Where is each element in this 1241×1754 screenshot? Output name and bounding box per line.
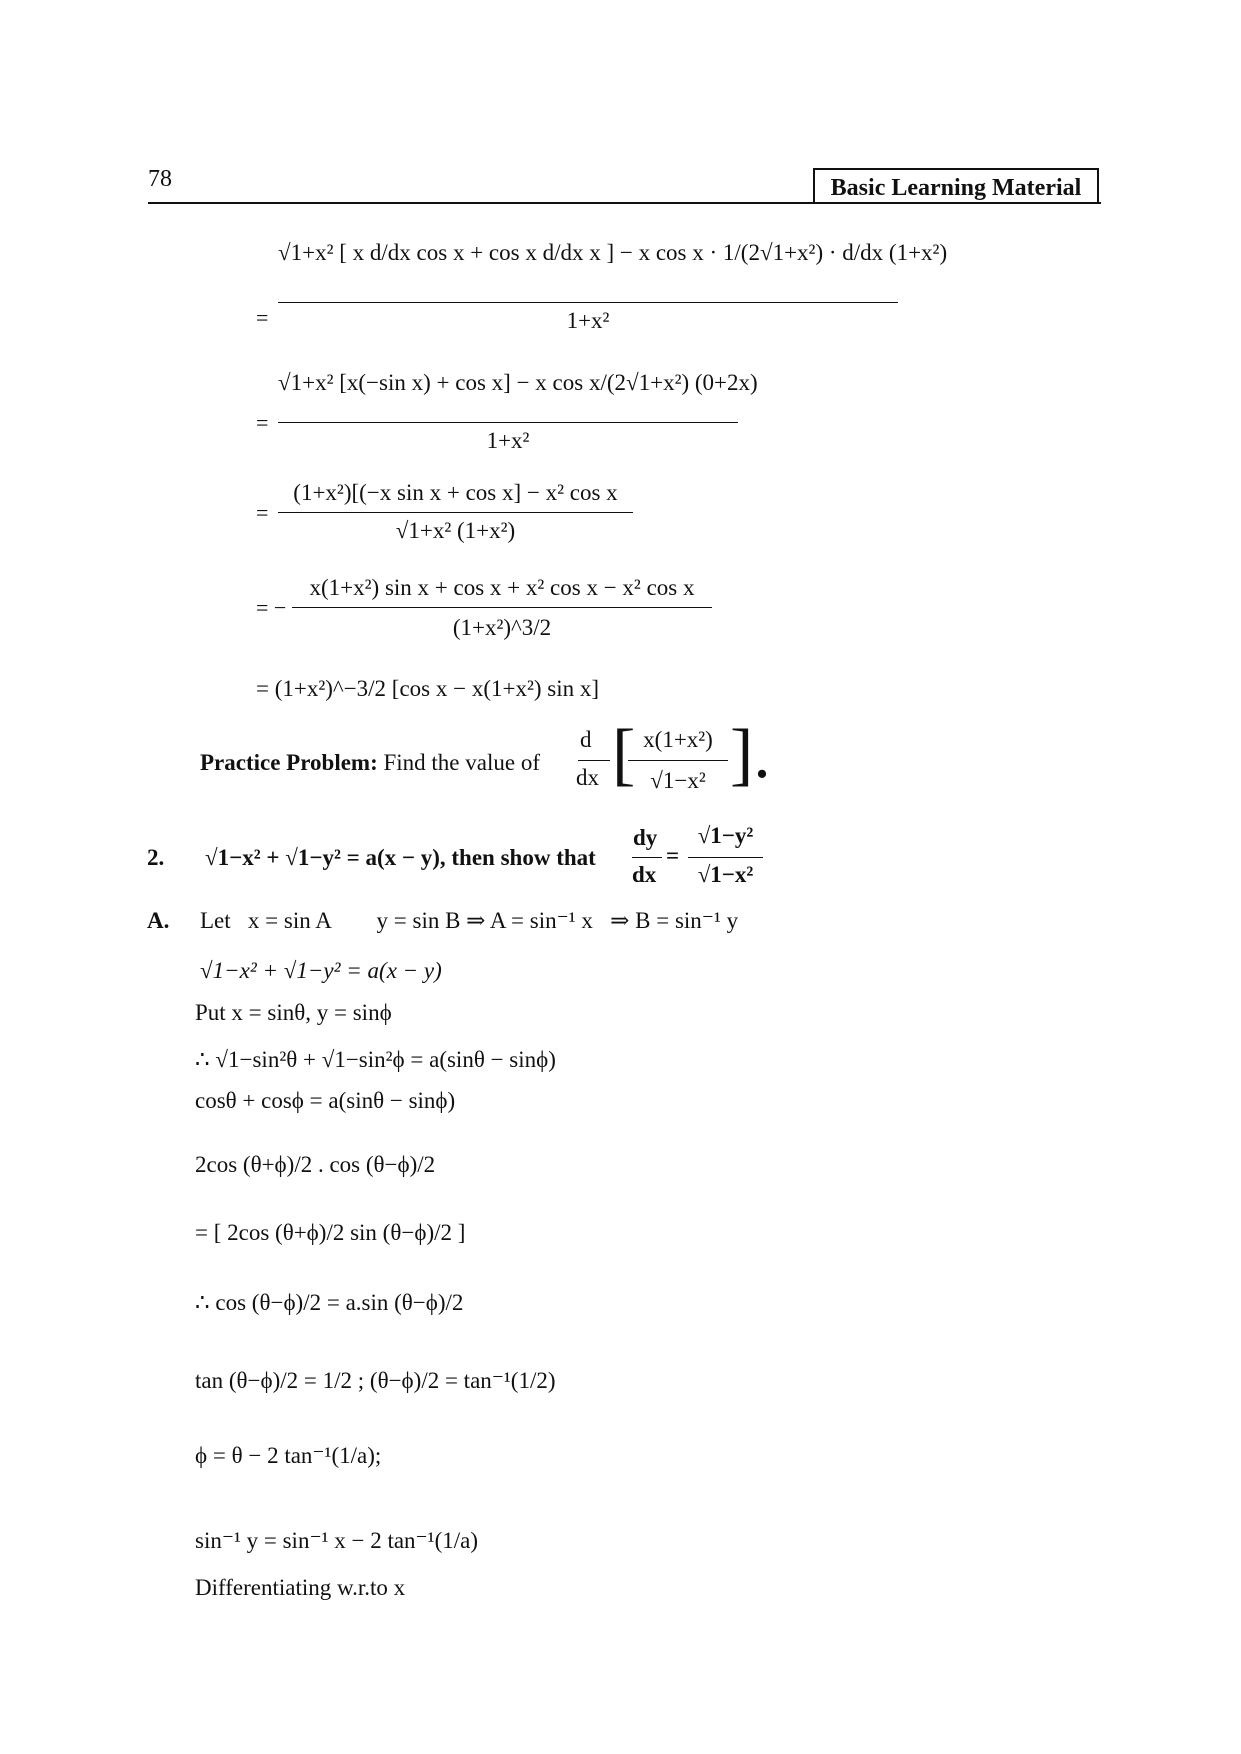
answer-line-8: tan (θ−ϕ)/2 = 1/2 ; (θ−ϕ)/2 = tan⁻¹(1/2) <box>195 1368 556 1393</box>
step5: = (1+x²)^−3/2 [cos x − x(1+x²) sin x] <box>256 676 600 701</box>
practice-label: Practice Problem: <box>200 750 378 775</box>
result-denominator: √1−x² <box>697 862 754 887</box>
equals-sign: = <box>256 500 269 525</box>
practice-d: d <box>580 727 592 752</box>
step3-numerator: (1+x²)[(−x sin x + cos x] − x² cos x <box>293 480 618 505</box>
answer-line-11: Differentiating w.r.to x <box>195 1575 406 1600</box>
practice-denominator: √1−x² <box>650 768 706 793</box>
answer-line-6: = [ 2cos (θ+ϕ)/2 sin (θ−ϕ)/2 ] <box>195 1220 466 1245</box>
fraction-bar <box>292 607 712 608</box>
fraction-bar <box>632 857 662 858</box>
fraction-bar <box>578 760 610 761</box>
dy-label: dy <box>633 825 658 850</box>
answer-line-10: sin⁻¹ y = sin⁻¹ x − 2 tan⁻¹(1/a) <box>195 1528 478 1553</box>
step4-numerator: x(1+x²) sin x + cos x + x² cos x − x² cos x <box>309 575 695 600</box>
equals-sign: = <box>666 843 680 868</box>
practice-problem <box>200 750 540 776</box>
answer-line-7: ∴ cos (θ−ϕ)/2 = a.sin (θ−ϕ)/2 <box>195 1290 464 1315</box>
fraction-bar <box>278 512 633 513</box>
practice-text: Find the value of <box>383 750 540 775</box>
page-number: 78 <box>148 166 172 192</box>
problem-number: 2. <box>147 845 165 870</box>
practice-numerator: x(1+x²) <box>643 727 713 752</box>
step4-denominator: (1+x²)^3/2 <box>452 615 552 640</box>
fraction-bar <box>628 760 728 761</box>
practice-dx: dx <box>576 765 599 790</box>
step3-denominator: √1+x² (1+x²) <box>395 518 516 543</box>
answer-line-3: ∴ √1−sin²θ + √1−sin²ϕ = a(sinθ − sinϕ) <box>195 1047 556 1072</box>
answer-line-5: 2cos (θ+ϕ)/2 . cos (θ−ϕ)/2 <box>195 1152 436 1177</box>
equals-sign: = <box>256 305 269 330</box>
equals-sign: = <box>256 410 269 435</box>
step1-denominator: 1+x² <box>566 308 610 333</box>
answer-line-1: √1−x² + √1−y² = a(x − y) <box>200 958 442 983</box>
result-numerator: √1−y² <box>697 823 754 848</box>
dx-label: dx <box>632 862 657 887</box>
fraction-bar <box>278 422 738 423</box>
answer-line-9: ϕ = θ − 2 tan⁻¹(1/a); <box>195 1443 382 1468</box>
fraction-bar <box>278 302 898 303</box>
answer-label: A. <box>147 908 170 933</box>
step1-numerator: √1+x² [ x d/dx cos x + cos x d/dx x ] − x cos x · 1/(2√1+x²) · d/dx (1+x²) <box>278 240 948 265</box>
answer-line-2: Put x = sinθ, y = sinϕ <box>195 1000 392 1025</box>
step2-numerator: √1+x² [x(−sin x) + cos x] − x cos x/(2√1+x²) (0+2x) <box>278 370 758 395</box>
fraction-bar <box>688 857 763 858</box>
equals-minus-sign: = − <box>256 595 287 620</box>
answer-line-4: cosθ + cosϕ = a(sinθ − sinϕ) <box>195 1088 456 1113</box>
problem-statement: √1−x² + √1−y² = a(x − y), then show that <box>205 845 596 870</box>
header-title: Basic Learning Material <box>813 168 1099 204</box>
right-bracket: ]. <box>730 716 771 793</box>
header-rule <box>148 202 1101 204</box>
answer-let-line: Let x = sin A y = sin B ⇒ A = sin⁻¹ x ⇒ B = sin⁻¹ y <box>200 908 739 933</box>
left-bracket: [ <box>612 716 636 793</box>
step2-denominator: 1+x² <box>486 428 530 453</box>
